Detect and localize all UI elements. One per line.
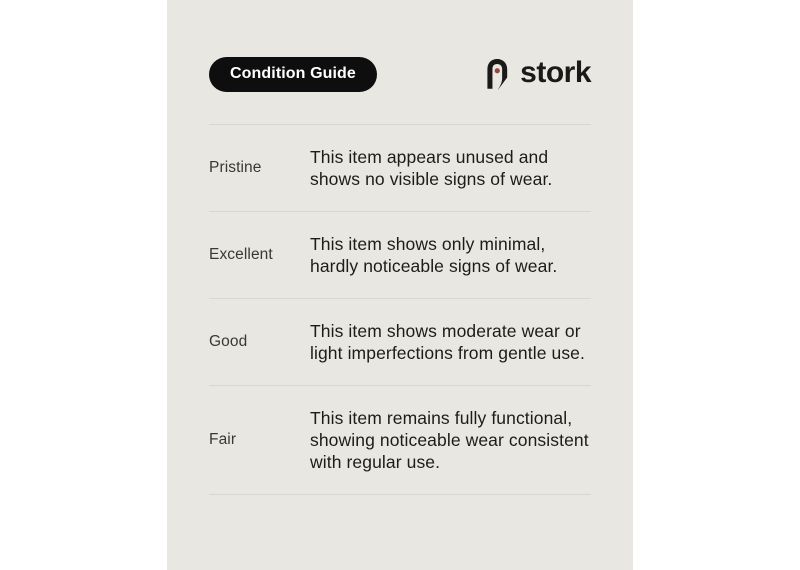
condition-guide-badge[interactable]: Condition Guide (209, 57, 377, 92)
condition-row-pristine (209, 124, 591, 211)
condition-label: Excellent (209, 246, 273, 263)
condition-label: Good (209, 333, 248, 350)
condition-row-fair (209, 385, 591, 495)
condition-rows (167, 124, 633, 495)
condition-label: Pristine (209, 159, 262, 176)
condition-description: This item remains fully functional, showing noticeable wear consistent with regular use. (310, 408, 589, 472)
stork-icon-dot (495, 68, 500, 73)
stork-mark-icon (482, 56, 513, 93)
condition-guide-card (167, 0, 633, 570)
condition-label: Fair (209, 431, 237, 448)
condition-row-good (209, 298, 591, 385)
card-header (167, 0, 633, 124)
stork-logo-text: stork (520, 55, 591, 89)
stork-logo (482, 56, 591, 93)
condition-description: This item shows only minimal, hardly noticeable signs of wear. (310, 234, 558, 276)
condition-description: This item shows moderate wear or light imperfections from gentle use. (310, 321, 585, 363)
condition-description: This item appears unused and shows no visible signs of wear. (310, 147, 553, 189)
condition-row-excellent (209, 211, 591, 298)
